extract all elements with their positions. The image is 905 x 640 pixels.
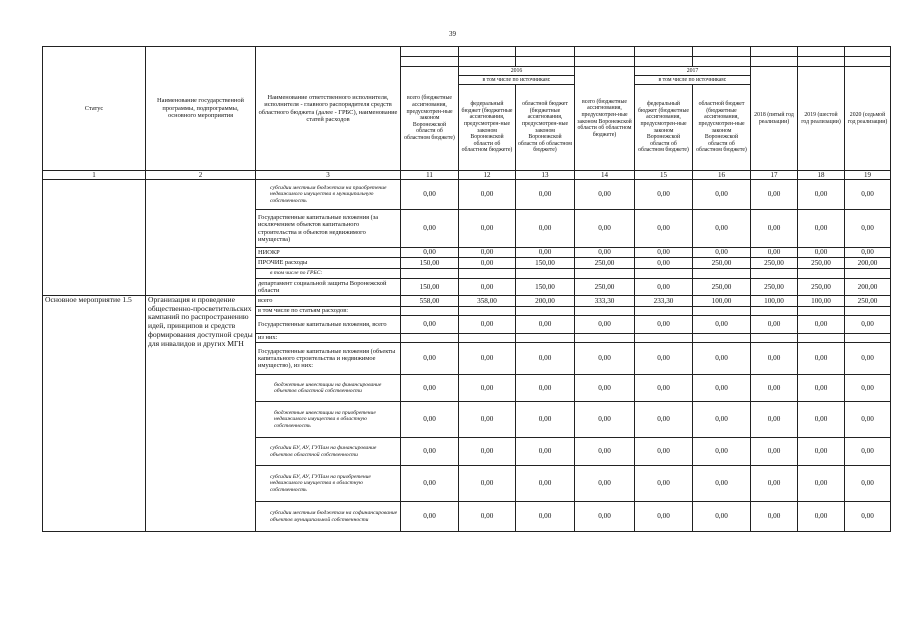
- value-cell: 150,00: [516, 258, 575, 269]
- budget-table: [42, 46, 891, 532]
- value-cell: 250,00: [575, 279, 635, 296]
- value-cell: 0,00: [459, 343, 516, 375]
- header-blank: [516, 47, 575, 57]
- value-cell: 0,00: [575, 248, 635, 258]
- value-cell: [798, 269, 845, 279]
- value-cell: 0,00: [459, 180, 516, 210]
- header-program-name: Наименование государственной программы, подпрограммы, основного мероприятия: [146, 47, 256, 171]
- value-cell: 0,00: [635, 375, 693, 402]
- header-blank: [516, 57, 575, 67]
- status-cell: Основное мероприятие 1.5: [43, 296, 146, 532]
- row-label: бюджетные инвестиции на приобретение недвижимого имущества в областную собственность: [256, 402, 401, 438]
- header-blank: [575, 57, 635, 67]
- value-cell: 558,00: [401, 296, 459, 307]
- header-regional-2016: областной бюджет (бюджетные ассигнования, предусмотрен-ные законом Воронежской области об областном бюджете): [516, 85, 575, 171]
- value-cell: 100,00: [798, 296, 845, 307]
- value-cell: 0,00: [798, 316, 845, 334]
- row-label: в том числе по статьям расходов:: [256, 307, 401, 316]
- value-cell: 0,00: [798, 466, 845, 502]
- value-cell: 0,00: [459, 248, 516, 258]
- value-cell: 0,00: [459, 438, 516, 466]
- value-cell: [845, 334, 891, 343]
- value-cell: 0,00: [693, 466, 751, 502]
- value-cell: 0,00: [751, 316, 798, 334]
- value-cell: 250,00: [751, 279, 798, 296]
- value-cell: [798, 307, 845, 316]
- column-index-17: 17: [751, 171, 798, 180]
- value-cell: 250,00: [845, 296, 891, 307]
- value-cell: 0,00: [401, 402, 459, 438]
- value-cell: 0,00: [751, 248, 798, 258]
- column-index-14: 14: [575, 171, 635, 180]
- header-blank: [401, 47, 459, 57]
- value-cell: [401, 269, 459, 279]
- value-cell: 0,00: [751, 375, 798, 402]
- value-cell: [635, 269, 693, 279]
- value-cell: 0,00: [516, 210, 575, 248]
- value-cell: 0,00: [845, 466, 891, 502]
- row-label: Государственные капитальные вложения (объекты капитального строительства и недвижимое имущество), из них:: [256, 343, 401, 375]
- value-cell: 0,00: [635, 502, 693, 532]
- value-cell: 0,00: [693, 375, 751, 402]
- header-blank: [693, 57, 751, 67]
- value-cell: 0,00: [693, 502, 751, 532]
- value-cell: 0,00: [401, 502, 459, 532]
- value-cell: 0,00: [516, 343, 575, 375]
- value-cell: 250,00: [798, 279, 845, 296]
- value-cell: 0,00: [459, 279, 516, 296]
- value-cell: 0,00: [516, 438, 575, 466]
- value-cell: 0,00: [459, 258, 516, 269]
- value-cell: 0,00: [635, 316, 693, 334]
- value-cell: 0,00: [635, 258, 693, 269]
- value-cell: 250,00: [798, 258, 845, 269]
- value-cell: 0,00: [635, 438, 693, 466]
- value-cell: 0,00: [575, 210, 635, 248]
- value-cell: [798, 334, 845, 343]
- value-cell: 0,00: [845, 316, 891, 334]
- value-cell: 250,00: [575, 258, 635, 269]
- header-2018: 2018 (пятый год реализации): [751, 67, 798, 171]
- value-cell: 0,00: [516, 180, 575, 210]
- value-cell: [459, 269, 516, 279]
- column-index-15: 15: [635, 171, 693, 180]
- value-cell: 0,00: [575, 343, 635, 375]
- column-index-1: 1: [43, 171, 146, 180]
- column-index-2: 2: [146, 171, 256, 180]
- value-cell: 0,00: [845, 343, 891, 375]
- block-1: [43, 180, 891, 296]
- value-cell: 0,00: [575, 438, 635, 466]
- value-cell: [635, 307, 693, 316]
- value-cell: 150,00: [516, 279, 575, 296]
- value-cell: 0,00: [798, 502, 845, 532]
- value-cell: 358,00: [459, 296, 516, 307]
- value-cell: 0,00: [845, 438, 891, 466]
- value-cell: 0,00: [845, 180, 891, 210]
- value-cell: 0,00: [635, 279, 693, 296]
- value-cell: 0,00: [798, 343, 845, 375]
- header-2019: 2019 (шестой год реализации): [798, 67, 845, 171]
- value-cell: 333,30: [575, 296, 635, 307]
- row-label: департамент социальной защиты Воронежской области: [256, 279, 401, 296]
- value-cell: 0,00: [798, 210, 845, 248]
- value-cell: [751, 334, 798, 343]
- value-cell: 0,00: [401, 210, 459, 248]
- value-cell: 0,00: [693, 402, 751, 438]
- value-cell: [693, 307, 751, 316]
- value-cell: 250,00: [751, 258, 798, 269]
- value-cell: [401, 307, 459, 316]
- table-row: [43, 180, 891, 210]
- value-cell: 200,00: [845, 258, 891, 269]
- status-cell-empty: [43, 180, 146, 296]
- value-cell: 250,00: [693, 258, 751, 269]
- header-blank: [401, 57, 459, 67]
- row-label: из них:: [256, 334, 401, 343]
- value-cell: [751, 269, 798, 279]
- value-cell: 0,00: [575, 316, 635, 334]
- value-cell: [459, 334, 516, 343]
- value-cell: 0,00: [693, 316, 751, 334]
- value-cell: [401, 334, 459, 343]
- value-cell: 0,00: [845, 402, 891, 438]
- value-cell: 0,00: [751, 466, 798, 502]
- value-cell: 0,00: [693, 210, 751, 248]
- value-cell: [575, 269, 635, 279]
- value-cell: 200,00: [845, 279, 891, 296]
- header-status: Статус: [43, 47, 146, 171]
- value-cell: [693, 334, 751, 343]
- column-index-16: 16: [693, 171, 751, 180]
- value-cell: [459, 307, 516, 316]
- value-cell: 0,00: [575, 502, 635, 532]
- value-cell: 0,00: [751, 438, 798, 466]
- header-blank: [635, 47, 693, 57]
- row-label: НИОКР: [256, 248, 401, 258]
- value-cell: 0,00: [635, 343, 693, 375]
- header-total-2016: всего (бюджетные ассигнования, предусмотрен-ные законом Воронежской области об областном бюджете): [401, 67, 459, 171]
- row-label: ПРОЧИЕ расходы: [256, 258, 401, 269]
- value-cell: 0,00: [751, 210, 798, 248]
- value-cell: 0,00: [516, 375, 575, 402]
- value-cell: 0,00: [693, 343, 751, 375]
- value-cell: 0,00: [401, 438, 459, 466]
- header-2020: 2020 (седьмой год реализации): [845, 67, 891, 171]
- value-cell: 0,00: [401, 466, 459, 502]
- row-label: бюджетные инвестиции на финансирование объектов областной собственности: [256, 375, 401, 402]
- value-cell: 0,00: [798, 402, 845, 438]
- value-cell: 0,00: [575, 375, 635, 402]
- value-cell: 0,00: [751, 180, 798, 210]
- value-cell: [751, 307, 798, 316]
- value-cell: 100,00: [693, 296, 751, 307]
- value-cell: 0,00: [798, 438, 845, 466]
- value-cell: 0,00: [693, 438, 751, 466]
- value-cell: 0,00: [798, 180, 845, 210]
- value-cell: 200,00: [516, 296, 575, 307]
- row-label: всего: [256, 296, 401, 307]
- header-blank: [798, 47, 845, 57]
- row-label: субсидии БУ, АУ, ГУПам на приобретение недвижимого имущества в областную собственность: [256, 466, 401, 502]
- value-cell: [845, 269, 891, 279]
- value-cell: [845, 307, 891, 316]
- page-number: 39: [449, 30, 456, 38]
- value-cell: 0,00: [516, 466, 575, 502]
- value-cell: 100,00: [751, 296, 798, 307]
- block-2: [43, 296, 891, 532]
- column-index-12: 12: [459, 171, 516, 180]
- value-cell: 0,00: [459, 316, 516, 334]
- row-label: Государственные капитальные вложения (за исключением объектов капитального строительства и объектов недвижимого имущества): [256, 210, 401, 248]
- header-year-2017: 2017: [635, 67, 751, 76]
- value-cell: [635, 334, 693, 343]
- value-cell: 0,00: [575, 402, 635, 438]
- value-cell: 0,00: [635, 210, 693, 248]
- row-label: в том числе по ГРБС:: [256, 269, 401, 279]
- header-blank: [459, 47, 516, 57]
- value-cell: 0,00: [751, 402, 798, 438]
- value-cell: 0,00: [845, 502, 891, 532]
- value-cell: 0,00: [635, 248, 693, 258]
- row-label: субсидии местным бюджетам на приобретение недвижимого имущества в муниципальную собственность: [256, 180, 401, 210]
- column-index-19: 19: [845, 171, 891, 180]
- value-cell: [693, 269, 751, 279]
- value-cell: 0,00: [516, 502, 575, 532]
- column-index-18: 18: [798, 171, 845, 180]
- value-cell: [575, 307, 635, 316]
- value-cell: 0,00: [401, 343, 459, 375]
- column-index-row: [43, 171, 891, 180]
- value-cell: 233,30: [635, 296, 693, 307]
- value-cell: 0,00: [845, 248, 891, 258]
- value-cell: [516, 269, 575, 279]
- value-cell: 150,00: [401, 258, 459, 269]
- row-label: Государственные капитальные вложения, всего: [256, 316, 401, 334]
- value-cell: 0,00: [798, 248, 845, 258]
- header-blank: [751, 57, 798, 67]
- value-cell: 0,00: [516, 316, 575, 334]
- row-label: субсидии местным бюджетам на софинансирование объектов муниципальной собственности: [256, 502, 401, 532]
- column-index-13: 13: [516, 171, 575, 180]
- header-federal-2016: федеральный бюджет (бюджетные ассигнования, предусмотрен-ные законом Воронежской области об областном бюджете): [459, 85, 516, 171]
- header-executor: Наименование ответственного исполнителя, исполнителя - главного распорядителя средств областного бюджета (далее - ГРБС), наименование статей расходов: [256, 47, 401, 171]
- column-index-11: 11: [401, 171, 459, 180]
- table-row: [43, 296, 891, 307]
- value-cell: 0,00: [401, 316, 459, 334]
- header-blank: [635, 57, 693, 67]
- row-label: субсидии БУ, АУ, ГУПам на финансирование объектов областной собственности: [256, 438, 401, 466]
- value-cell: 0,00: [845, 210, 891, 248]
- value-cell: 0,00: [459, 375, 516, 402]
- header-federal-2017: федеральный бюджет (бюджетные ассигнования, предусмотрен-ные законом Воронежской области об областном бюджете): [635, 85, 693, 171]
- value-cell: 0,00: [401, 180, 459, 210]
- value-cell: 0,00: [635, 466, 693, 502]
- value-cell: 0,00: [635, 402, 693, 438]
- value-cell: 0,00: [693, 248, 751, 258]
- value-cell: 0,00: [845, 375, 891, 402]
- header-blank: [693, 47, 751, 57]
- value-cell: [516, 334, 575, 343]
- header-blank: [845, 47, 891, 57]
- header-sources-2017: в том числе по источникам:: [635, 76, 751, 85]
- value-cell: 0,00: [635, 180, 693, 210]
- header-blank: [845, 57, 891, 67]
- value-cell: 0,00: [516, 402, 575, 438]
- value-cell: 0,00: [798, 375, 845, 402]
- header-sources-2016: в том числе по источникам:: [459, 76, 575, 85]
- program-name-cell: Организация и проведение общественно-просветительских кампаний по распространению идей, принципов и средств формирования доступной среды для инвалидов и других МГН: [146, 296, 256, 532]
- name-cell-empty: [146, 180, 256, 296]
- value-cell: 0,00: [459, 210, 516, 248]
- value-cell: 0,00: [401, 375, 459, 402]
- header-blank: [459, 57, 516, 67]
- value-cell: 250,00: [693, 279, 751, 296]
- value-cell: 0,00: [751, 502, 798, 532]
- value-cell: 0,00: [693, 180, 751, 210]
- header-regional-2017: областной бюджет (бюджетные ассигнования, предусмотрен-ные законом Воронежской области об областном бюджете): [693, 85, 751, 171]
- header-blank: [575, 47, 635, 57]
- value-cell: 0,00: [401, 248, 459, 258]
- header-blank: [798, 57, 845, 67]
- header-year-2016: 2016: [459, 67, 575, 76]
- header-total-2017: всего (бюджетные ассигнования, предусмотрен-ные законом Воронежской области об областном бюджете): [575, 67, 635, 171]
- header-blank: [751, 47, 798, 57]
- column-index-3: 3: [256, 171, 401, 180]
- value-cell: 0,00: [516, 248, 575, 258]
- value-cell: [516, 307, 575, 316]
- value-cell: 150,00: [401, 279, 459, 296]
- value-cell: 0,00: [575, 466, 635, 502]
- value-cell: [575, 334, 635, 343]
- value-cell: 0,00: [459, 402, 516, 438]
- value-cell: 0,00: [459, 466, 516, 502]
- value-cell: 0,00: [751, 343, 798, 375]
- value-cell: 0,00: [459, 502, 516, 532]
- value-cell: 0,00: [575, 180, 635, 210]
